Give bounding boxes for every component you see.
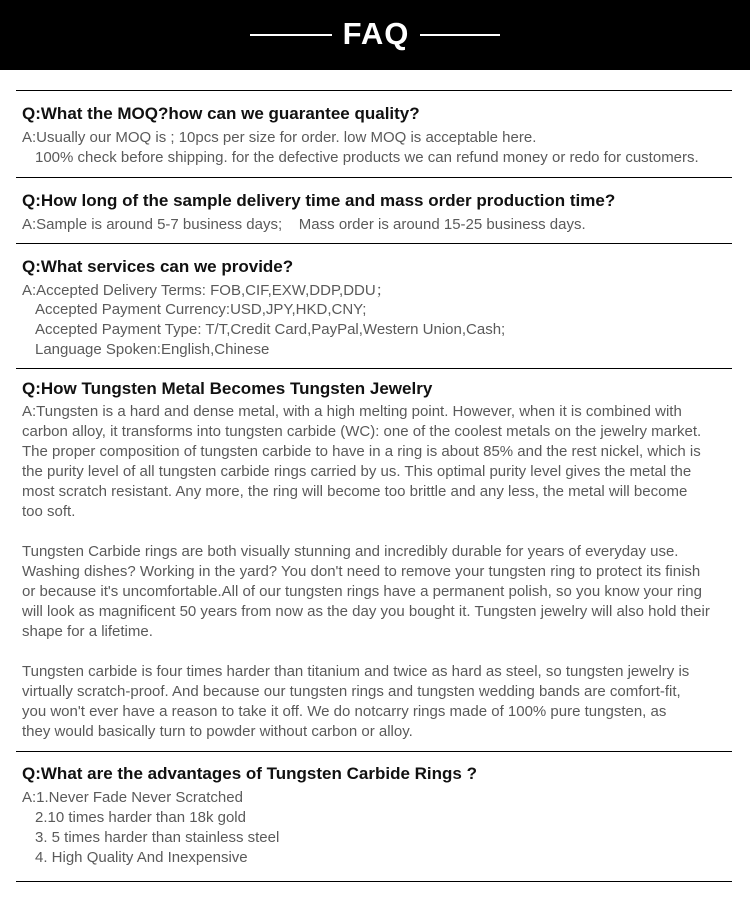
paragraph-line: will look as magnificent 50 years from now as the day you bought it. Tungsten jewelry will also hold their	[22, 603, 710, 620]
paragraph-line: most scratch resistant. Any more, the ring will become too brittle and any less, the metal will become	[22, 483, 688, 500]
paragraph-line: virtually scratch-proof. And because our tungsten rings and tungsten wedding bands are comfort-fit,	[22, 683, 681, 700]
faq-answer-paragraph	[22, 662, 744, 742]
paragraph-line: A:Tungsten is a hard and dense metal, with a high melting point. However, when it is combined with	[22, 403, 682, 420]
faq-answer-line: Language Spoken:English,Chinese	[35, 341, 270, 358]
paragraph-line: too soft.	[22, 503, 76, 520]
faq-answer-line: A:Accepted Delivery Terms: FOB,CIF,EXW,DDP,DDU；	[22, 282, 391, 299]
faq-answer-line: 2.10 times harder than 18k gold	[35, 809, 246, 826]
faq-question: Q:What services can we provide?	[22, 257, 294, 276]
faq-answer-line: Accepted Payment Currency:USD,JPY,HKD,CNY;	[35, 301, 367, 318]
faq-answer-line: A:1.Never Fade Never Scratched	[22, 789, 243, 806]
faq-answer-line: 3. 5 times harder than stainless steel	[35, 829, 280, 846]
paragraph-line: carbon alloy, it transforms into tungsten carbide (WC): one of the coolest metals on the jewelry market.	[22, 423, 702, 440]
section-divider	[16, 243, 732, 244]
faq-answer-line: Accepted Payment Type: T/T,Credit Card,PayPal,Western Union,Cash;	[35, 321, 506, 338]
faq-question: Q:How Tungsten Metal Becomes Tungsten Jewelry	[22, 379, 433, 398]
faq-answer-line: A:Usually our MOQ is ; 10pcs per size for order. low MOQ is acceptable here.	[22, 129, 537, 146]
paragraph-line: the purity level of all tungsten carbide rings carried by us. This optimal purity level gives the metal the	[22, 463, 692, 480]
section-divider	[16, 368, 732, 369]
faq-answer-paragraph	[22, 542, 744, 642]
paragraph-line: they would basically turn to powder without carbon or alloy.	[22, 723, 413, 740]
paragraph-line: Tungsten Carbide rings are both visually stunning and incredibly durable for years of everyday use.	[22, 543, 679, 560]
faq-header-banner	[0, 0, 750, 70]
section-divider	[16, 751, 732, 752]
section-divider	[16, 177, 732, 178]
paragraph-line: shape for a lifetime.	[22, 623, 153, 640]
faq-question: Q:How long of the sample delivery time and mass order production time?	[22, 191, 616, 210]
paragraph-line: you won't ever have a reason to take it off. We do notcarry rings made of 100% pure tungsten, as	[22, 703, 667, 720]
faq-answer-line: 4. High Quality And Inexpensive	[35, 849, 248, 866]
paragraph-line: The proper composition of tungsten carbide to have in a ring is about 85% and the rest nickel, which is	[22, 443, 701, 460]
paragraph-line: Washing dishes? Working in the yard? You don't need to remove your tungsten ring to protect its finish	[22, 563, 701, 580]
paragraph-line: Tungsten carbide is four times harder than titanium and twice as hard as steel, so tungsten jewelry is	[22, 663, 690, 680]
faq-question: Q:What the MOQ?how can we guarantee quality?	[22, 104, 420, 123]
page-title: FAQ	[342, 16, 410, 51]
section-divider	[16, 90, 732, 91]
faq-answer-line: A:Sample is around 5-7 business days; Mass order is around 15-25 business days.	[22, 216, 586, 233]
section-divider	[16, 881, 732, 882]
faq-answer-line: 100% check before shipping. for the defective products we can refund money or redo for customers.	[35, 149, 699, 166]
paragraph-line: or because it's uncomfortable.All of our tungsten rings have a permanent polish, so you know your ring	[22, 583, 702, 600]
header-right-rule	[420, 34, 500, 36]
faq-answer-paragraph	[22, 402, 744, 522]
faq-question: Q:What are the advantages of Tungsten Carbide Rings ?	[22, 764, 477, 783]
header-left-rule	[250, 34, 332, 36]
